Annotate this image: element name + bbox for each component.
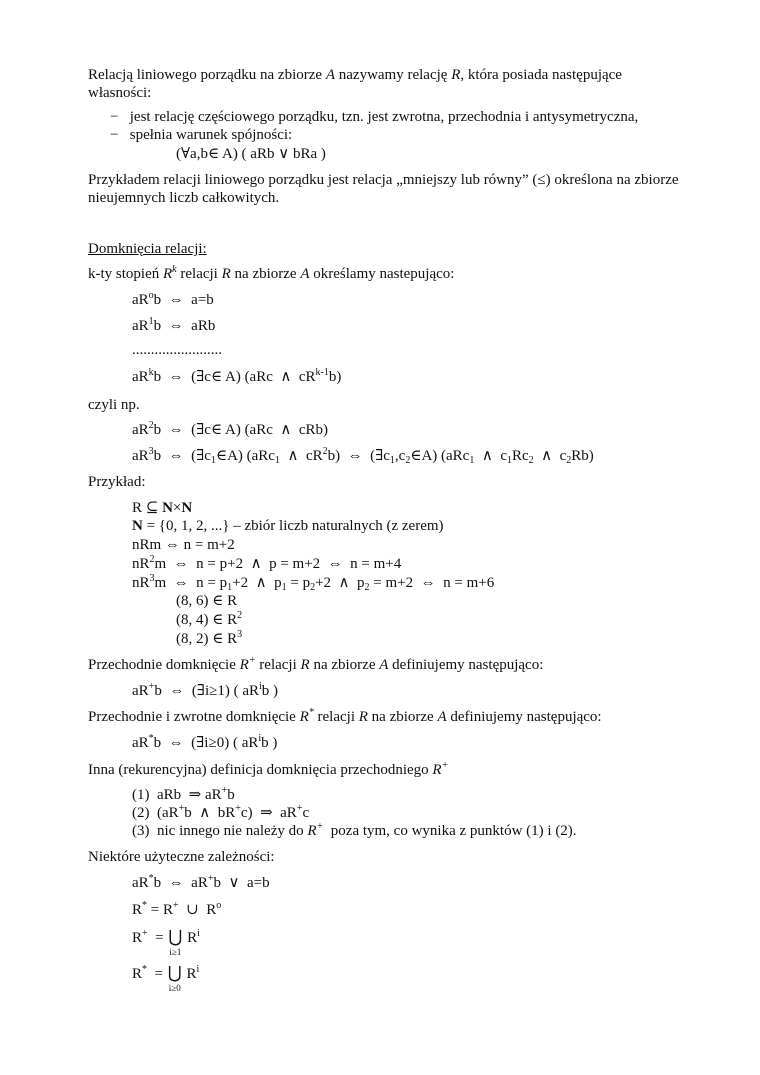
intro-line-1: Relacją liniowego porządku na zbiorze A nazywamy relację R, która posiada następujące	[88, 67, 622, 83]
example-l8: (8, 2) ∈ $R^3$	[176, 629, 243, 647]
czyli-label: czyli np.	[88, 397, 140, 413]
power-0: $aR^ob$ ⇔ a=b	[132, 290, 214, 308]
useful-f4: R* = ⋃ i≥0 $R^i$	[132, 963, 200, 993]
useful-f2: R* = R+ ∪ $R^o$	[132, 900, 222, 918]
closure-def: k-ty stopień $R^k$ relacji R na zbiorze A określamy nastepująco:	[88, 264, 455, 282]
union-operator: ⋃ i≥1	[168, 927, 183, 957]
example-line-1: Przykładem relacji liniowego porządku jest relacja „mniejszy lub równy” (≤) określona na zbiorze	[88, 172, 679, 188]
example-l1: R ⊆ N×N	[132, 500, 193, 516]
example-l2: N = {0, 1, 2, ...} – zbiór liczb naturalnych (z zerem)	[132, 518, 444, 534]
example-l4: $nR^2m$ ⇔ n = p+2 ∧ p = m+2 ⇔ n = m+4	[132, 554, 402, 572]
example-l7: (8, 4) ∈ $R^2$	[176, 610, 243, 628]
recursive-2: (2) (aR+b ∧ bR+c) ⇒ aR+c	[132, 803, 310, 821]
power-3: $aR^3b$ ⇔ $(\exists c_1\in A)$ (aRc$_1$ ∧ $cR^2b$) ⇔ $(\exists c_1,c_2\in A)$ (aRc$_1$ ∧ $c_1Rc_2$ ∧ $c_2Rb$)	[132, 446, 594, 466]
reflexive-transitive-def: Przechodnie i zwrotne domknięcie R* relacji R na zbiorze A definiujemy następująco:	[88, 707, 602, 725]
example-l3: nRm ⇔ n = m+2	[132, 537, 235, 553]
bullet-1: − jest relację częściowego porządku, tzn. jest zwrotna, przechodnia i antysymetryczna,	[110, 109, 639, 125]
closure-heading: Domknięcia relacji:	[88, 241, 207, 257]
intro-line-2: własności:	[88, 85, 152, 101]
dots: ........................	[132, 342, 222, 358]
transitive-formula: aR+b ⇔ (∃i≥1) ( $aR^ib$ )	[132, 681, 279, 699]
example-line-2: nieujemnych liczb całkowitych.	[88, 190, 280, 206]
recursive-1: (1) aRb ⇒ aR+b	[132, 785, 235, 803]
union-operator: ⋃ i≥0	[167, 963, 182, 993]
recursive-3: (3) nic innego nie należy do R+ poza tym, co wynika z punktów (1) i (2).	[132, 821, 577, 839]
power-k: $aR^kb$ ⇔ (∃c∈ A) (aRc ∧ $cR^{k-1}b$)	[132, 367, 342, 385]
useful-f3: R+ = ⋃ i≥1 $R^i$	[132, 927, 200, 957]
example-label: Przykład:	[88, 474, 146, 490]
power-1: $aR^1b$ ⇔ aRb	[132, 316, 216, 334]
useful-f1: aR*b ⇔ aR+b ∨ a=b	[132, 873, 270, 891]
dash-icon: −	[110, 127, 119, 143]
useful-heading: Niektóre użyteczne zależności:	[88, 849, 275, 865]
recursive-def: Inna (rekurencyjna) definicja domknięcia przechodniego R+	[88, 760, 449, 778]
example-l6: (8, 6) ∈ R	[176, 593, 238, 609]
reflexive-transitive-formula: aR*b ⇔ (∃i≥0) ( $aR^ib$ )	[132, 733, 278, 751]
example-l5: $nR^3m$ ⇔ $n = p_1+2$ ∧ $p_1 = p_2+2$ ∧ $p_2 = m+2$ ⇔ n = m+6	[132, 573, 495, 593]
connectivity-formula: (∀a,b∈ A) ( aRb ∨ bRa )	[176, 146, 326, 162]
bullet-2: − spełnia warunek spójności:	[110, 127, 293, 143]
power-2: $aR^2b$ ⇔ (∃c∈ A) (aRc ∧ cRb)	[132, 420, 329, 438]
transitive-def: Przechodnie domknięcie R+ relacji R na zbiorze A definiujemy następująco:	[88, 655, 544, 673]
dash-icon: −	[110, 109, 119, 125]
